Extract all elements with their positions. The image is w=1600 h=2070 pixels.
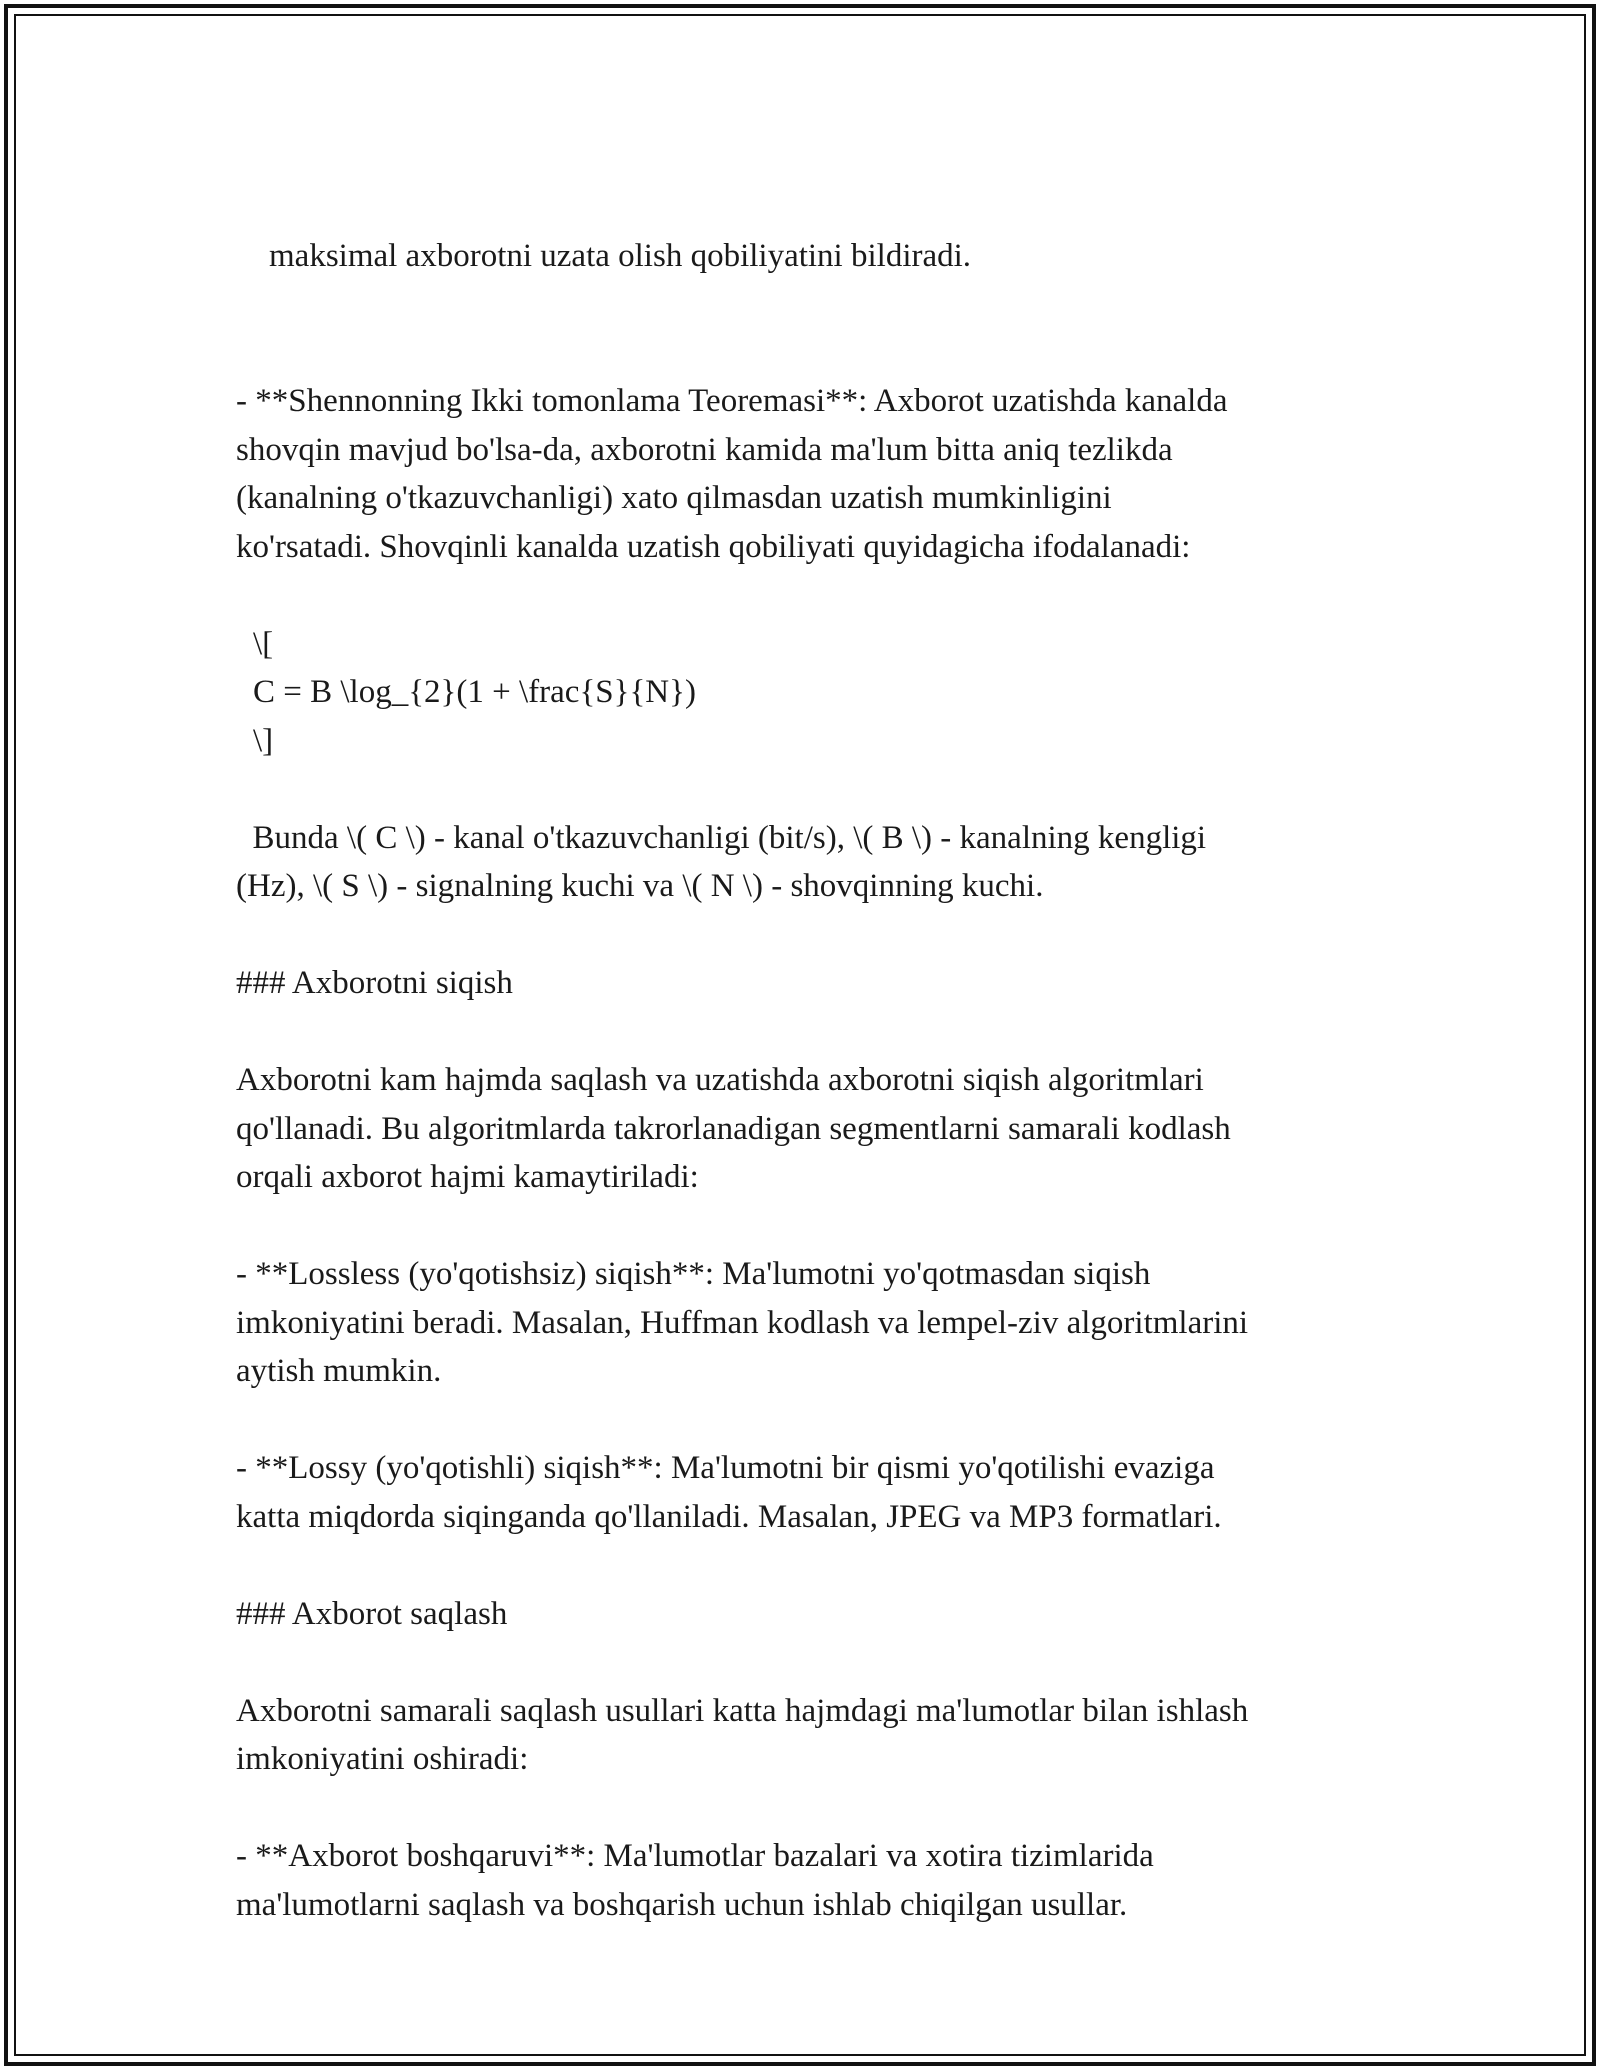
bullet-shannon-theorem bbox=[236, 377, 1376, 571]
formula-block bbox=[236, 620, 1376, 766]
text-line: orqali axborot hajmi kamaytiriladi: bbox=[236, 1159, 699, 1195]
text-line: (Hz), \( S \) - signalning kuchi va \( N \) - shovqinning kuchi. bbox=[236, 868, 1044, 904]
text-line: aytish mumkin. bbox=[236, 1353, 442, 1389]
paragraph-gap bbox=[236, 571, 1376, 620]
section-heading-compression bbox=[236, 959, 1376, 1008]
text-line: Bunda \( C \) - kanal o'tkazuvchanligi (bit/s), \( B \) - kanalning kengligi bbox=[236, 819, 1207, 856]
document-body bbox=[236, 183, 1376, 1929]
paragraph-gap bbox=[236, 1008, 1376, 1057]
text-line: - **Lossy (yo'qotishli) siqish**: Ma'lumotni bir qismi yo'qotilishi evaziga bbox=[236, 1450, 1215, 1486]
paragraph-gap bbox=[236, 1541, 1376, 1590]
text-line: maksimal axborotni uzata olish qobiliyatini bildiradi. bbox=[269, 237, 972, 274]
formula-expression: C = B \log_{2}(1 + \frac{S}{N}) bbox=[253, 674, 696, 710]
section-heading-storage bbox=[236, 1590, 1376, 1639]
paragraph-storage-intro bbox=[236, 1687, 1376, 1784]
text-line: ma'lumotlarni saqlash va boshqarish uchun ishlab chiqilgan usullar. bbox=[236, 1886, 1128, 1923]
text-line: - **Axborot boshqaruvi**: Ma'lumotlar bazalari va xotira tizimlarida bbox=[236, 1838, 1154, 1874]
heading-text: ### Axborotni siqish bbox=[236, 965, 513, 1001]
text-line: (kanalning o'tkazuvchanligi) xato qilmasdan uzatish mumkinligini bbox=[236, 480, 1112, 516]
heading-text: ### Axborot saqlash bbox=[236, 1595, 508, 1632]
paragraph-gap bbox=[236, 911, 1376, 960]
text-line: qo'llanadi. Bu algoritmlarda takrorlanadigan segmentlarni samarali kodlash bbox=[236, 1110, 1231, 1147]
formula-explanation bbox=[236, 814, 1376, 911]
paragraph-gap bbox=[236, 1202, 1376, 1251]
paragraph-gap bbox=[236, 1638, 1376, 1687]
paragraph-gap bbox=[236, 1396, 1376, 1445]
text-line: imkoniyatini beradi. Masalan, Huffman kodlash va lempel-ziv algoritmlarini bbox=[236, 1304, 1249, 1341]
text-line: Axborotni samarali saqlash usullari katta hajmdagi ma'lumotlar bilan ishlash bbox=[236, 1692, 1249, 1729]
text-line: - **Shennonning Ikki tomonlama Teoremasi**: Axborot uzatishda kanalda bbox=[236, 383, 1228, 419]
text-line: ko'rsatadi. Shovqinli kanalda uzatish qobiliyati quyidagicha ifodalanadi: bbox=[236, 528, 1191, 565]
paragraph bbox=[236, 183, 1376, 329]
text-line: shovqin mavjud bo'lsa-da, axborotni kamida ma'lum bitta aniq tezlikda bbox=[236, 431, 1173, 468]
formula-open: \[ bbox=[253, 625, 274, 662]
paragraph-gap bbox=[236, 765, 1376, 814]
text-line: - **Lossless (yo'qotishsiz) siqish**: Ma'lumotni yo'qotmasdan siqish bbox=[236, 1256, 1151, 1292]
text-line: Axborotni kam hajmda saqlash va uzatishda axborotni siqish algoritmlari bbox=[236, 1062, 1204, 1098]
bullet-lossy bbox=[236, 1444, 1376, 1541]
paragraph-compression-intro bbox=[236, 1056, 1376, 1202]
bullet-lossless bbox=[236, 1250, 1376, 1396]
text-line: imkoniyatini oshiradi: bbox=[236, 1741, 529, 1777]
paragraph-gap bbox=[236, 329, 1376, 378]
bullet-information-management bbox=[236, 1832, 1376, 1929]
formula-close: \] bbox=[253, 722, 274, 759]
text-line: katta miqdorda siqinganda qo'llaniladi. Masalan, JPEG va MP3 formatlari. bbox=[236, 1498, 1222, 1535]
paragraph-gap bbox=[236, 1784, 1376, 1833]
